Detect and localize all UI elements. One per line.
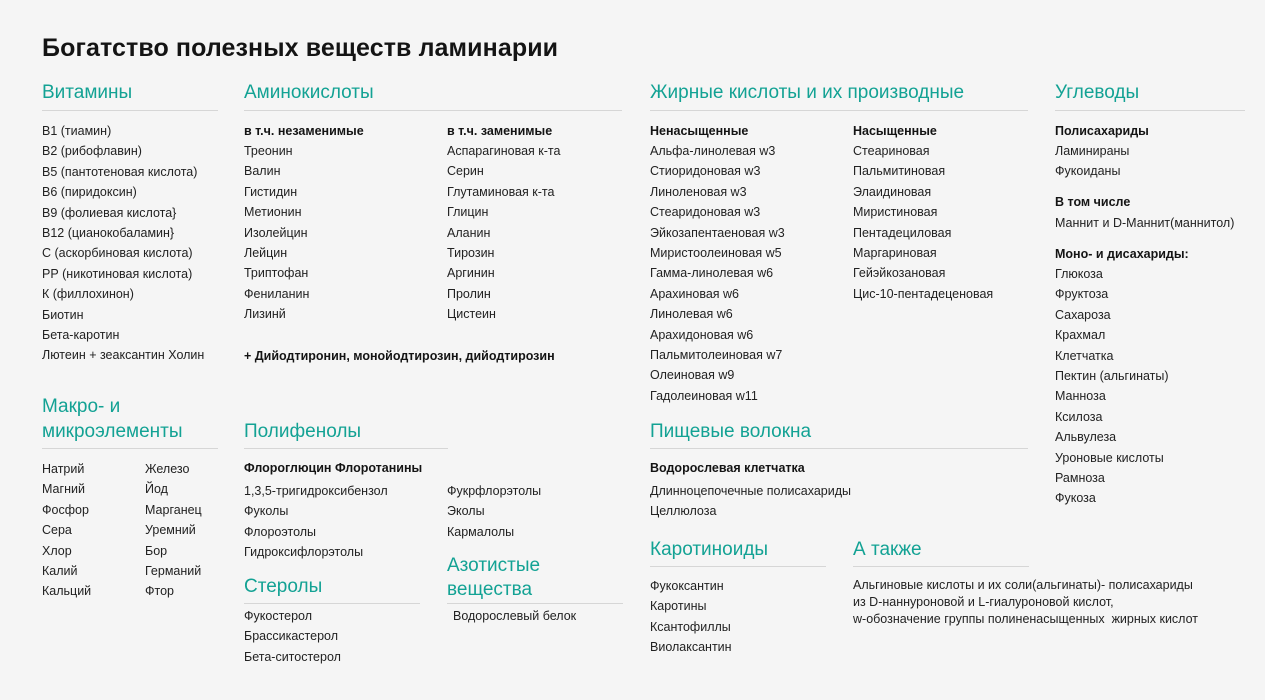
fatty-unsat-list-item: Стеаридоновая w3 (650, 205, 761, 220)
amino-essential-list (244, 141, 309, 325)
vitamins-list-item: B9 (фолиевая кислота} (42, 205, 177, 220)
minerals-col1-item: Калий (42, 564, 78, 579)
carbs-poly-label: Полисахариды (1055, 124, 1149, 138)
minerals-col1 (42, 459, 91, 602)
minerals-col2-item: Фтор (145, 584, 174, 599)
minerals-col2-item: Уремний (145, 523, 196, 538)
carbs-mono-list-item: Сахароза (1055, 307, 1111, 322)
amino-nonessential-list-item: Аспарагиновая к-та (447, 144, 561, 158)
vitamins-list-item: B1 (тиамин) (42, 124, 112, 138)
carotenoids-divider (650, 566, 826, 567)
minerals-col1-item: Сера (42, 523, 72, 538)
amino-essential-list-item: Валин (244, 164, 281, 179)
fatty-sat-list-item: Маргариновая (853, 246, 937, 261)
fatty-unsat-list-item: Линоленовая w3 (650, 184, 747, 199)
nitrogen-item: Водорослевый белок (453, 609, 577, 623)
sterols-heading: Стеролы (244, 576, 323, 597)
carbs-mono-list-item: Крахмал (1055, 328, 1106, 343)
polyphenols-col1 (244, 481, 388, 563)
sterols-list-item: Брассикастерол (244, 629, 338, 644)
fatty-unsat-list-item: Эйкозапентаеновая w3 (650, 225, 785, 240)
sterols-list-item: Бета-ситостерол (244, 649, 341, 664)
fatty-unsat-list-item: Линолевая w6 (650, 307, 733, 322)
carbs-divider (1055, 110, 1245, 111)
minerals-col2-item: Марганец (145, 502, 202, 517)
amino-essential-list-item: Гистидин (244, 184, 298, 199)
vitamins-list-item: B12 (цианокобаламин} (42, 226, 175, 241)
carbs-heading: Углеводы (1055, 82, 1140, 103)
polyphenols-col2-item: Фукрфлорэтолы (447, 484, 542, 498)
amino-essential-list-item: Фениланин (244, 286, 310, 301)
carbs-mono-list-item: Рамноза (1055, 471, 1105, 486)
carotenoids-heading: Каротиноиды (650, 539, 769, 560)
minerals-col2 (145, 459, 202, 602)
also-text (853, 577, 1253, 628)
fatty-sat-list-item: Элаидиновая (853, 184, 932, 199)
amino-divider (244, 110, 622, 111)
minerals-col2-item: Железо (145, 462, 190, 476)
nitrogen-heading-line1: Азотистые (447, 555, 541, 576)
fatty-unsat-list-item: Гамма-линолевая w6 (650, 266, 774, 281)
vitamins-list-item: Лютеин + зеаксантин Холин (42, 348, 205, 363)
fatty-unsat-label: Ненасыщенные (650, 124, 749, 138)
carbs-mono-list-item: Клетчатка (1055, 348, 1114, 363)
carotenoids-list-item: Каротины (650, 599, 707, 614)
minerals-col1-item: Фосфор (42, 502, 89, 517)
nitrogen-heading-line2: вещества (447, 579, 533, 600)
fiber-list-item: Длинноцепочечные полисахариды (650, 484, 851, 498)
minerals-heading-line2: микроэлементы (42, 421, 183, 442)
polyphenols-col2-item: Кармалолы (447, 524, 515, 539)
fatty-unsat-list-item: Гадолеиновая w11 (650, 388, 758, 403)
minerals-heading-line1: Макро- и (42, 396, 121, 417)
polyphenols-col1-item: Флороэтолы (244, 524, 317, 539)
amino-nonessential-list-item: Аланин (447, 225, 491, 240)
vitamins-list-item: B6 (пиридоксин) (42, 185, 137, 200)
polyphenols-sub: Флороглюцин Флоротанины (244, 461, 423, 475)
fiber-sub: Водорослевая клетчатка (650, 461, 805, 475)
fatty-unsat-list-item: Альфа-линолевая w3 (650, 144, 776, 158)
polyphenols-heading: Полифенолы (244, 421, 362, 442)
amino-heading: Аминокислоты (244, 82, 374, 103)
minerals-col1-item: Магний (42, 482, 85, 497)
sterols-list-item: Фукостерол (244, 609, 313, 623)
carbs-mono-list-item: Альвулеза (1055, 430, 1117, 445)
minerals-col2-item: Бор (145, 543, 168, 558)
carotenoids-list (650, 576, 732, 658)
carbs-mono-list-item: Фукоза (1055, 491, 1096, 506)
minerals-col1-item: Хлор (42, 543, 72, 558)
carbs-mono-list (1055, 264, 1169, 509)
carbs-mono-label: Моно- и дисахариды: (1055, 247, 1189, 261)
fatty-sat-list-item: Миристиновая (853, 205, 938, 220)
fatty-unsat-list-item: Арахидоновая w6 (650, 327, 754, 342)
sterols-list (244, 606, 341, 667)
amino-nonessential-list-item: Аргинин (447, 266, 495, 281)
fatty-sat-list (853, 141, 993, 304)
carotenoids-list-item: Ксантофиллы (650, 619, 731, 634)
polyphenols-divider (244, 448, 448, 449)
fatty-sat-label: Насыщенные (853, 124, 937, 138)
fiber-list-item: Целлюлоза (650, 504, 717, 519)
minerals-col2-item: Германий (145, 564, 202, 579)
amino-nonessential-list-item: Цистеин (447, 307, 496, 322)
carbs-including-value: Маннит и D-Маннит(маннитол) (1055, 216, 1235, 230)
amino-nonessential-list-item: Глутаминовая к-та (447, 184, 555, 199)
fatty-sat-list-item: Пентадециловая (853, 225, 952, 240)
amino-essential-list-item: Метионин (244, 205, 302, 220)
also-divider (853, 566, 1029, 567)
amino-nonessential-list-item: Тирозин (447, 246, 495, 261)
polyphenols-col2-item: Эколы (447, 504, 485, 519)
fiber-heading: Пищевые волокна (650, 421, 812, 442)
fiber-list (650, 481, 851, 522)
amino-essential-list-item: Лейцин (244, 246, 288, 261)
amino-nonessential-label: в т.ч. заменимые (447, 124, 553, 138)
amino-essential-list-item: Треонин (244, 144, 293, 158)
vitamins-list-item: Биотин (42, 307, 84, 322)
vitamins-list (42, 121, 204, 366)
carbs-poly-list-item: Фукоиданы (1055, 164, 1121, 179)
fatty-divider (650, 110, 1028, 111)
fatty-sat-list-item: Пальмитиновая (853, 164, 946, 179)
also-line-1: Альгиновые кислоты и их соли(альгинаты)- полисахариды (853, 578, 1193, 592)
amino-nonessential-list (447, 141, 560, 325)
amino-note: + Дийодтиронин, монойодтирозин, дийодтирозин (244, 349, 555, 363)
vitamins-list-item: К (филлохинон) (42, 287, 134, 302)
nitrogen-divider (447, 603, 623, 604)
vitamins-list-item: РР (никотиновая кислота) (42, 266, 193, 281)
polyphenols-col1-item: 1,3,5-тригидроксибензол (244, 484, 388, 498)
fatty-sat-list-item: Стеариновая (853, 144, 930, 158)
also-line-3: w-обозначение группы полиненасыщенных жирных кислот (853, 612, 1199, 626)
carbs-mono-list-item: Ксилоза (1055, 409, 1103, 424)
minerals-divider (42, 448, 218, 449)
amino-nonessential-list-item: Глицин (447, 205, 489, 220)
amino-nonessential-list-item: Серин (447, 164, 484, 179)
carbs-mono-list-item: Фруктоза (1055, 287, 1109, 302)
minerals-col2-item: Йод (145, 482, 168, 497)
amino-essential-label: в т.ч. незаменимые (244, 124, 364, 138)
carbs-including-label: В том числе (1055, 195, 1131, 209)
fatty-unsat-list (650, 141, 785, 406)
vitamins-list-item: Бета-каротин (42, 328, 120, 343)
fatty-unsat-list-item: Миристоолеиновая w5 (650, 246, 782, 261)
carbs-poly-list (1055, 141, 1129, 182)
fatty-unsat-list-item: Арахиновая w6 (650, 286, 740, 301)
fatty-heading: Жирные кислоты и их производные (650, 82, 965, 103)
minerals-col1-item: Натрий (42, 462, 85, 476)
carbs-mono-list-item: Манноза (1055, 389, 1106, 404)
vitamins-heading: Витамины (42, 82, 133, 103)
polyphenols-col1-item: Гидроксифлорэтолы (244, 545, 364, 560)
fatty-unsat-list-item: Олеиновая w9 (650, 368, 735, 383)
amino-essential-list-item: Изолейцин (244, 225, 308, 240)
carbs-mono-list-item: Глюкоза (1055, 267, 1103, 281)
vitamins-list-item: С (аскорбиновая кислота) (42, 246, 193, 261)
carotenoids-list-item: Виолаксантин (650, 640, 732, 655)
amino-nonessential-list-item: Пролин (447, 286, 491, 301)
sterols-divider (244, 603, 420, 604)
fiber-divider (650, 448, 1028, 449)
carbs-mono-list-item: Пектин (альгинаты) (1055, 369, 1169, 384)
vitamins-list-item: B2 (рибофлавин) (42, 144, 142, 159)
polyphenols-col2 (447, 481, 541, 542)
polyphenols-col1-item: Фуколы (244, 504, 289, 519)
vitamins-divider (42, 110, 218, 111)
amino-essential-list-item: Лизинй (244, 307, 286, 322)
page-title: Богатство полезных веществ ламинарии (42, 34, 559, 62)
carbs-mono-list-item: Уроновые кислоты (1055, 450, 1164, 465)
also-heading: А также (853, 539, 922, 560)
carbs-poly-list-item: Ламинираны (1055, 144, 1130, 158)
fatty-sat-list-item: Гейэйкозановая (853, 266, 946, 281)
carotenoids-list-item: Фукоксантин (650, 579, 724, 593)
vitamins-list-item: B5 (пантотеновая кислота) (42, 164, 198, 179)
amino-essential-list-item: Триптофан (244, 266, 309, 281)
fatty-sat-list-item: Цис-10-пентадеценовая (853, 286, 994, 301)
minerals-col1-item: Кальций (42, 584, 92, 599)
also-line-2: из D-наннуроновой и L-гиалуроновой кислот, (853, 595, 1114, 609)
fatty-unsat-list-item: Пальмитолеиновая w7 (650, 348, 783, 363)
fatty-unsat-list-item: Стиоридоновая w3 (650, 164, 761, 179)
